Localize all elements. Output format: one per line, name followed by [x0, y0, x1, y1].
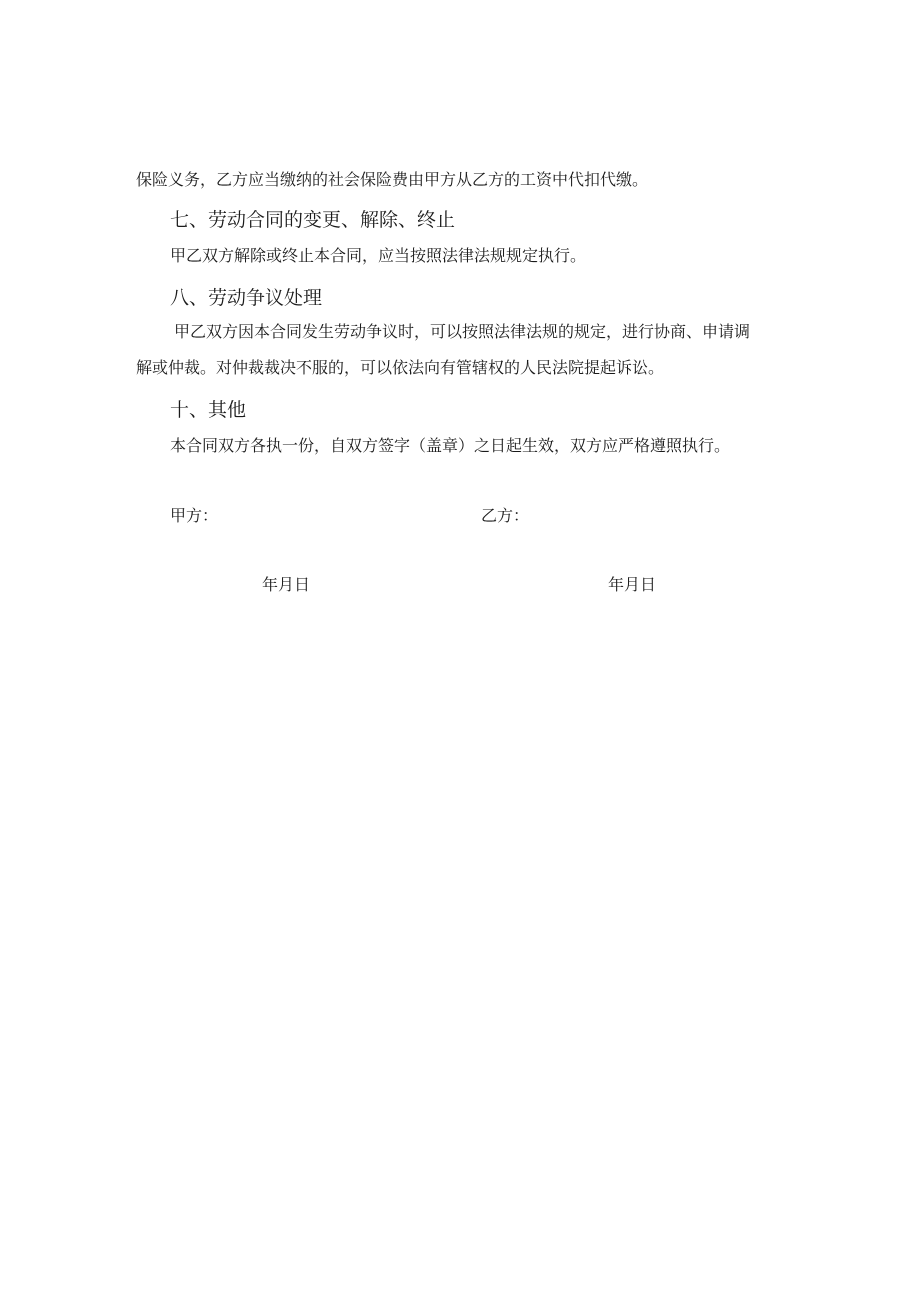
section-paragraph-dispute-line-2: 解或仲裁。对仲裁裁决不服的，可以依法向有管辖权的人民法院提起诉讼。 — [136, 358, 665, 377]
section-heading-dispute: 八、劳动争议处理 — [170, 287, 323, 309]
section-heading-other: 十、其他 — [170, 399, 247, 421]
party-b-date: 年月日 — [608, 575, 657, 594]
continuation-paragraph: 保险义务，乙方应当缴纳的社会保险费由甲方从乙方的工资中代扣代缴。 — [136, 170, 649, 189]
section-paragraph-change-termination: 甲乙双方解除或终止本合同，应当按照法律法规规定执行。 — [170, 246, 587, 265]
section-paragraph-dispute-line-1: 甲乙双方因本合同发生劳动争议时，可以按照法律法规的规定，进行协商、申请调 — [174, 322, 751, 341]
party-a-date: 年月日 — [262, 575, 311, 594]
section-heading-change-termination: 七、劳动合同的变更、解除、终止 — [170, 209, 456, 231]
section-paragraph-other: 本合同双方各执一份，自双方签字（盖章）之日起生效，双方应严格遵照执行。 — [170, 436, 731, 455]
party-b-signature-label: 乙方： — [481, 506, 530, 525]
party-a-signature-label: 甲方： — [170, 506, 219, 525]
